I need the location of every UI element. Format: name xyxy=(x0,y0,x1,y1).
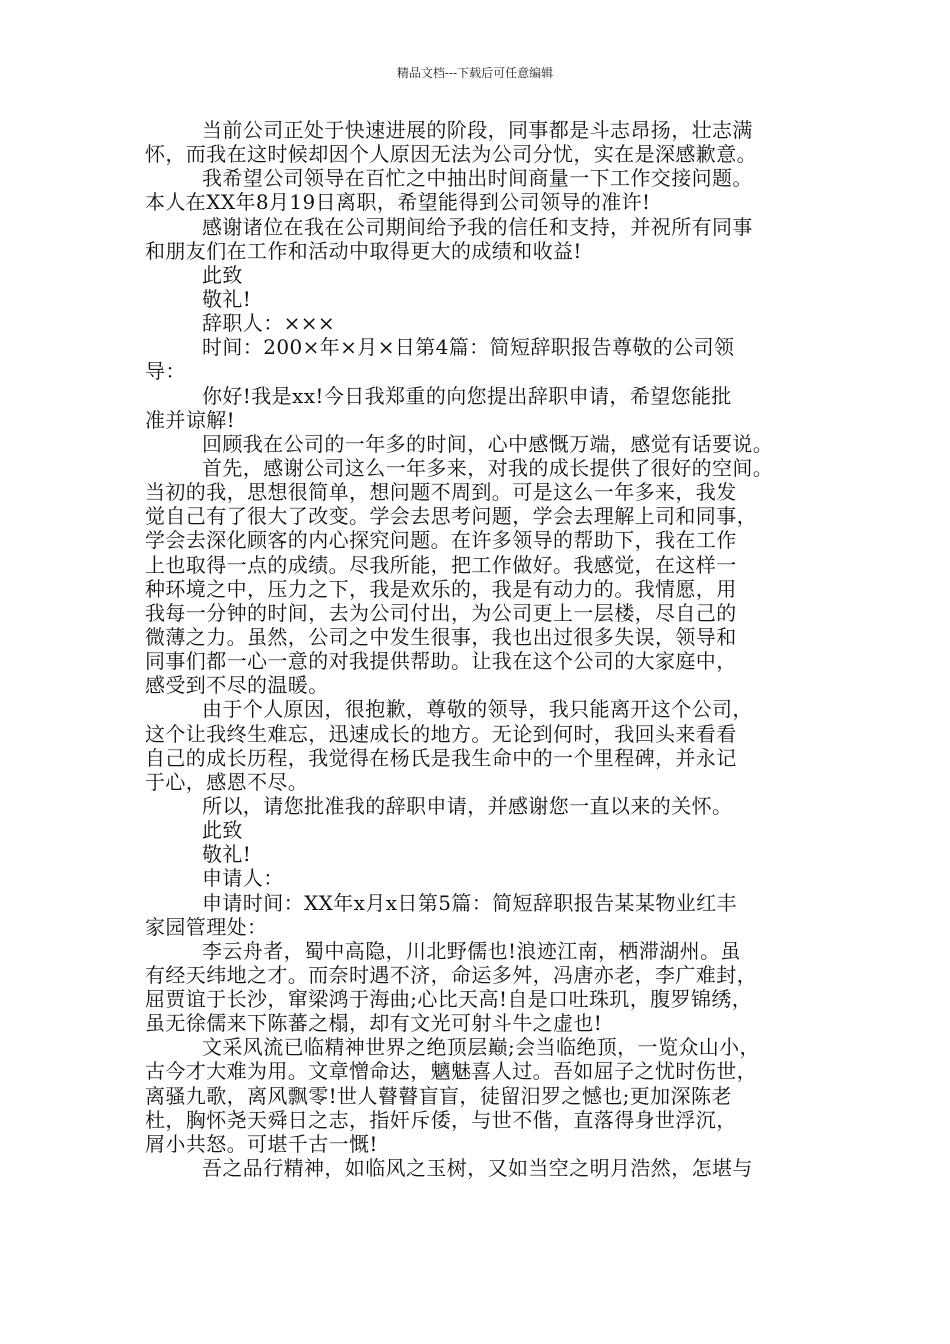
text-line: 屑小共怒。可堪千古一慨! xyxy=(145,1131,378,1156)
paragraph-first-line: 辞职人：××× xyxy=(202,311,336,336)
text-line: 怀，而我在这时候却因个人原因无法为公司分忧，实在是深感歉意。 xyxy=(145,142,757,167)
text-line: 有经天纬地之才。而奈时遇不济，命运多舛，冯唐亦老，李广难封， xyxy=(145,962,757,987)
text-line: 杜，胸怀尧天舜日之志，指奸斥倭，与世不偕，直落得身世浮沉， xyxy=(145,1107,737,1132)
paragraph-first-line: 此致 xyxy=(202,818,243,843)
document-body xyxy=(145,118,810,1180)
text-line: 离骚九歌，离风飘零!世人瞽瞽盲盲，徒留汨罗之憾也;更加深陈老 xyxy=(145,1083,732,1108)
paragraph-first-line: 我希望公司领导在百忙之中抽出时间商量一下工作交接问题。 xyxy=(202,166,753,191)
text-line: 自己的成长历程，我觉得在杨氏是我生命中的一个里程碑，并永记 xyxy=(145,745,737,770)
paragraph-first-line: 申请时间：XX年x月x日第5篇：简短辞职报告某某物业红丰 xyxy=(202,890,737,915)
text-line: 于心，感恩不尽。 xyxy=(145,769,309,794)
text-line: 古今才大难为用。文章憎命达，魑魅喜人过。吾如屈子之忧时伤世， xyxy=(145,1059,757,1084)
paragraph-first-line: 所以，请您批准我的辞职申请，并感谢您一直以来的关怀。 xyxy=(202,793,733,818)
text-line: 家园管理处： xyxy=(145,914,268,939)
text-line: 上也取得一点的成绩。尽我所能，把工作做好。我感觉，在这样一 xyxy=(145,552,737,577)
paragraph-first-line: 敬礼! xyxy=(202,286,252,311)
paragraph-first-line: 由于个人原因，很抱歉，尊敬的领导，我只能离开这个公司， xyxy=(202,697,753,722)
text-line: 导： xyxy=(145,359,186,384)
text-line: 当初的我，思想很简单，想问题不周到。可是这么一年多来，我发 xyxy=(145,480,737,505)
text-line: 微薄之力。虽然，公司之中发生很事，我也出过很多失误，领导和 xyxy=(145,624,737,649)
paragraph-first-line: 感谢诸位在我在公司期间给予我的信任和支持，并祝所有同事 xyxy=(202,214,753,239)
paragraph-first-line: 敬礼! xyxy=(202,842,252,867)
page-header: 精品文档---下载后可任意编辑 xyxy=(396,66,554,80)
paragraph-first-line: 申请人： xyxy=(202,866,284,891)
paragraph-first-line: 当前公司正处于快速进展的阶段，同事都是斗志昂扬，壮志满 xyxy=(202,118,753,142)
text-line: 屈贾谊于长沙，窜梁鸿于海曲;心比天高!自是口吐珠玑，腹罗锦绣， xyxy=(145,987,753,1012)
text-line: 学会去深化顾客的内心探究问题。在许多领导的帮助下，我在工作 xyxy=(145,528,737,553)
text-line: 我每一分钟的时间，去为公司付出，为公司更上一层楼，尽自己的 xyxy=(145,600,737,625)
paragraph-first-line: 时间：200×年×月×日第4篇：简短辞职报告尊敬的公司领 xyxy=(202,335,735,360)
paragraph-first-line: 此致 xyxy=(202,262,243,287)
text-line: 种环境之中，压力之下，我是欢乐的，我是有动力的。我情愿，用 xyxy=(145,576,737,601)
text-line: 和朋友们在工作和活动中取得更大的成绩和收益! xyxy=(145,238,582,263)
paragraph-first-line: 你好!我是xx!今日我郑重的向您提出辞职申请，希望您能批 xyxy=(202,383,732,408)
paragraph-first-line: 回顾我在公司的一年多的时间，心中感慨万端，感觉有话要说。 xyxy=(202,431,774,456)
paragraph-first-line: 首先，感谢公司这么一年多来，对我的成长提供了很好的空间。 xyxy=(202,455,774,480)
text-line: 虽无徐儒来下陈蕃之榻，却有文光可射斗牛之虚也! xyxy=(145,1011,603,1036)
text-line: 这个让我终生难忘，迅速成长的地方。无论到何时，我回头来看看 xyxy=(145,721,737,746)
text-line: 感受到不尽的温暖。 xyxy=(145,673,329,698)
text-line: 本人在XX年8月19日离职，希望能得到公司领导的准许! xyxy=(145,190,651,215)
paragraph-first-line: 文采风流已临精神世界之绝顶层巅;会当临绝顶，一览众山小， xyxy=(202,1035,760,1060)
paragraph-first-line: 李云舟者，蜀中高隐，川北野儒也!浪迹江南，栖滞湖州。虽 xyxy=(202,938,741,963)
text-line: 同事们都一心一意的对我提供帮助。让我在这个公司的大家庭中， xyxy=(145,649,737,674)
paragraph-first-line: 吾之品行精神，如临风之玉树，又如当空之明月浩然，怎堪与 xyxy=(202,1156,753,1181)
text-line: 准并谅解! xyxy=(145,407,236,432)
text-line: 觉自己有了很大了改变。学会去思考问题，学会去理解上司和同事， xyxy=(145,504,757,529)
